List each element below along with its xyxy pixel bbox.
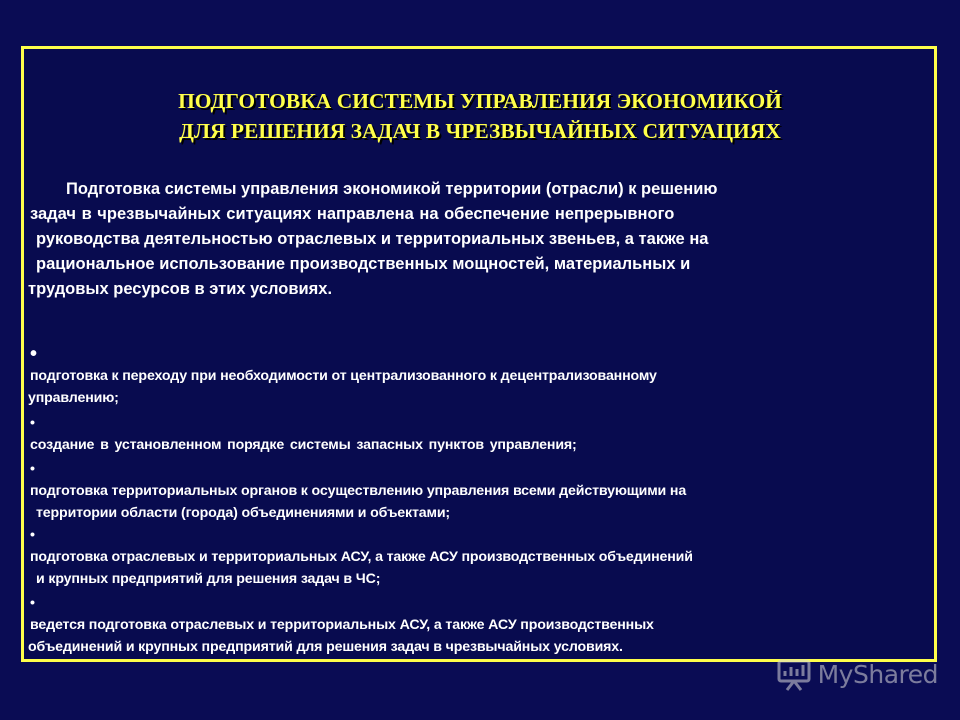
watermark-text: MyShared xyxy=(817,659,938,689)
intro-line-4: рациональное использование производственных мощностей, материальных и xyxy=(36,255,691,273)
title-line-1: ПОДГОТОВКА СИСТЕМЫ УПРАВЛЕНИЯ ЭКОНОМИКОЙ xyxy=(178,89,782,113)
bullet-text-continued: объединений и крупных предприятий для решения задач в чрезвычайных условиях. xyxy=(28,639,623,655)
bullet-item-1 xyxy=(28,343,936,409)
bullet-marker: • xyxy=(30,595,35,611)
watermark xyxy=(776,656,938,692)
bullet-marker: • xyxy=(30,461,35,477)
bullet-text: подготовка отраслевых и территориальных АСУ, а также АСУ производственных объединений xyxy=(30,549,693,565)
bullet-text: ведется подготовка отраслевых и территориальных АСУ, а также АСУ производственных xyxy=(30,617,654,633)
intro-line-5: трудовых ресурсов в этих условиях. xyxy=(28,280,333,298)
bullet-text-continued: управлению; xyxy=(28,390,119,406)
presentation-board-icon xyxy=(776,656,812,692)
bullet-text-continued: и крупных предприятий для решения задач в ЧС; xyxy=(36,571,381,587)
bullet-item-4 xyxy=(28,524,936,590)
bullet-text: подготовка территориальных органов к осуществлению управления всеми действующими на xyxy=(30,483,687,499)
bullet-item-5 xyxy=(28,592,936,658)
bullet-text: подготовка к переходу при необходимости от централизованного к децентрализованному xyxy=(30,368,657,384)
intro-line-3: руководства деятельностью отраслевых и территориальных звеньев, а также на xyxy=(36,230,709,248)
bullet-text-continued: территории области (города) объединениями и объектами; xyxy=(36,505,450,521)
bullet-marker: • xyxy=(30,527,35,543)
intro-line-2: задач в чрезвычайных ситуациях направлена на обеспечение непрерывного xyxy=(30,205,675,223)
bullet-text: создание в установленном порядке системы запасных пунктов управления; xyxy=(30,437,577,453)
intro-paragraph xyxy=(28,177,928,302)
intro-line-1: Подготовка системы управления экономикой территории (отрасли) к решению xyxy=(66,180,718,198)
bullet-item-3 xyxy=(28,458,936,524)
bullet-marker: • xyxy=(30,415,35,431)
bullet-marker: • xyxy=(30,343,37,365)
bullet-item-2 xyxy=(28,412,936,456)
slide-title xyxy=(0,86,960,146)
title-line-2: ДЛЯ РЕШЕНИЯ ЗАДАЧ В ЧРЕЗВЫЧАЙНЫХ СИТУАЦИЯХ xyxy=(179,119,781,143)
